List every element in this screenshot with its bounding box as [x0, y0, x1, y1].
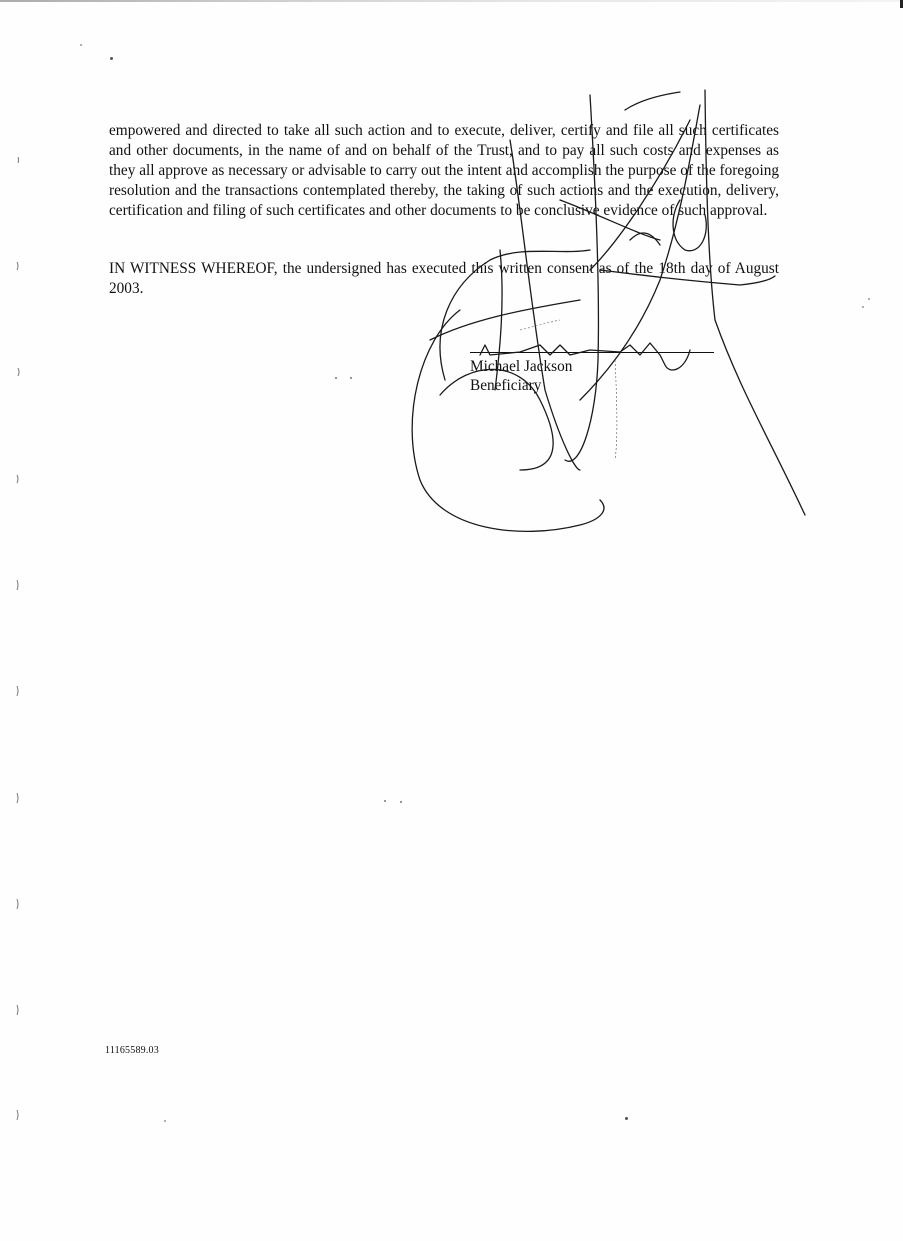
scan-speck [164, 1120, 166, 1122]
signature-line [470, 352, 714, 353]
scan-speck [400, 801, 402, 803]
scan-speck [862, 306, 864, 308]
scan-speck [384, 800, 386, 802]
resolution-paragraph: empowered and directed to take all such action and to execute, deliver, certify and file all such certificates and other documents, in the name of and on behalf of the Trust, and to pay all such costs and expenses as they all approve as necessary or advisable to carry out the intent and accomplish the purpose of the foregoing resolution and the transactions contemplated thereby, the taking of such actions and the execution, delivery, certification and filing of such certificates and other documents to be conclusive evidence of such approval. [109, 122, 779, 219]
document-number: 11165589.03 [105, 1045, 159, 1056]
signatory-name: Michael Jackson [470, 358, 573, 375]
scan-speck [868, 298, 870, 300]
witness-paragraph: IN WITNESS WHEREOF, the undersigned has executed this written consent as of the 18th day of August 2003. [109, 260, 779, 297]
binding-marks [0, 0, 40, 1241]
scan-edge-top [0, 0, 903, 2]
scan-speck [625, 1117, 628, 1120]
scan-speck [335, 377, 337, 379]
scan-speck [350, 377, 352, 379]
signatory-title: Beneficiary [470, 377, 542, 394]
scan-speck [110, 57, 113, 60]
scan-speck [80, 44, 82, 46]
